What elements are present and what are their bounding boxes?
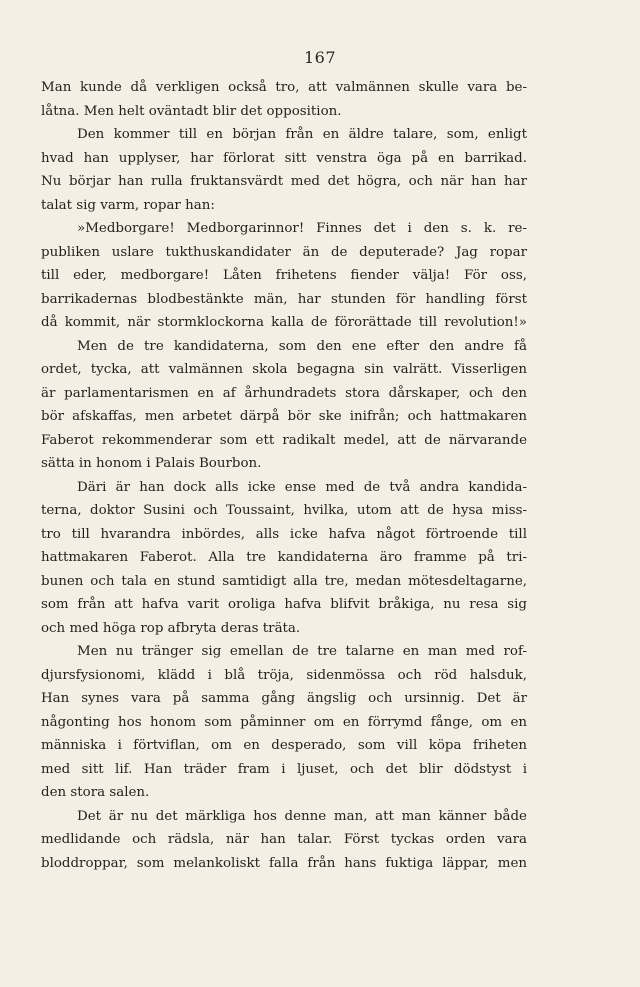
text-line: bör afskaffas, men arbetet därpå bör ske inifrån; och hattmakaren (41, 409, 527, 424)
text-line: ordet, tycka, att valmännen skola begagna sin valrätt. Visserligen (41, 362, 527, 377)
text-line: människa i förtviflan, om en desperado, som vill köpa friheten (41, 738, 527, 753)
text-line: någonting hos honom som påminner om en förrymd fånge, om en (41, 714, 527, 730)
text-line: till eder, medborgare! Låten frihetens fiender välja! För oss, (41, 268, 527, 283)
text-line: Nu börjar han rulla fruktansvärdt med det högra, och när han har (41, 174, 527, 189)
text-line: som från att hafva varit oroliga hafva blifvit bråkiga, nu resa sig (41, 597, 527, 612)
text-line: bloddroppar, som melankoliskt falla från hans fuktiga läppar, men (41, 855, 527, 871)
text-line: Däri är han dock alls icke ense med de två andra kandida- (77, 479, 527, 495)
text-line: talat sig varm, ropar han: (41, 197, 215, 213)
text-line: »Medborgare! Medborgarinnor! Finnes det i den s. k. re- (77, 221, 527, 236)
text-line: Men nu tränger sig emellan de tre talarne en man med rof- (77, 644, 527, 659)
text-line: publiken uslare tukthuskandidater än de deputerade? Jag ropar (41, 244, 527, 260)
text-line: bunen och tala en stund samtidigt alla tre, medan mötesdeltagarne, (41, 573, 527, 589)
text-line: Den kommer till en början från en äldre talare, som, enligt (77, 127, 527, 142)
text-line: Men de tre kandidaterna, som den ene efter den andre få (77, 338, 527, 354)
text-line: Han synes vara på samma gång ängslig och ursinnig. Det är (41, 691, 527, 706)
text-line: och med höga rop afbryta deras träta. (41, 620, 301, 636)
text-line: den stora salen. (41, 785, 150, 800)
text-line: hattmakaren Faberot. Alla tre kandidaterna äro framme på tri- (41, 550, 527, 565)
text-line: sätta in honom i Palais Bourbon. (41, 456, 262, 471)
text-line: är parlamentarismen en af århundradets stora dårskaper, och den (41, 385, 527, 401)
text-line: medlidande och rädsla, när han talar. Först tyckas orden vara (41, 832, 527, 847)
text-line: terna, doktor Susini och Toussaint, hvilka, utom att de hysa miss- (41, 503, 527, 518)
text-line: låtna. Men helt oväntadt blir det opposition. (41, 103, 342, 119)
text-line: Det är nu det märkliga hos denne man, att man känner både (77, 808, 527, 824)
text-line: tro till hvarandra inbördes, alls icke hafva något förtroende till (41, 526, 527, 542)
body-text (41, 76, 527, 875)
text-line: djursfysionomi, klädd i blå tröja, sidenmössa och röd halsduk, (41, 667, 527, 683)
text-line: med sitt lif. Han träder fram i ljuset, och det blir dödstyst i (41, 761, 527, 777)
text-line: Man kunde då verkligen också tro, att valmännen skulle vara be- (41, 80, 527, 95)
text-line: då kommit, när stormklockorna kalla de förorättade till revolution!» (41, 315, 527, 330)
text-line: hvad han upplyser, har förlorat sitt venstra öga på en barrikad. (41, 150, 527, 166)
text-line: barrikadernas blodbestänkte män, har stunden för handling först (41, 291, 527, 307)
text-line: Faberot rekommenderar som ett radikalt medel, att de närvarande (41, 432, 527, 448)
page-number: 167 (303, 48, 337, 67)
